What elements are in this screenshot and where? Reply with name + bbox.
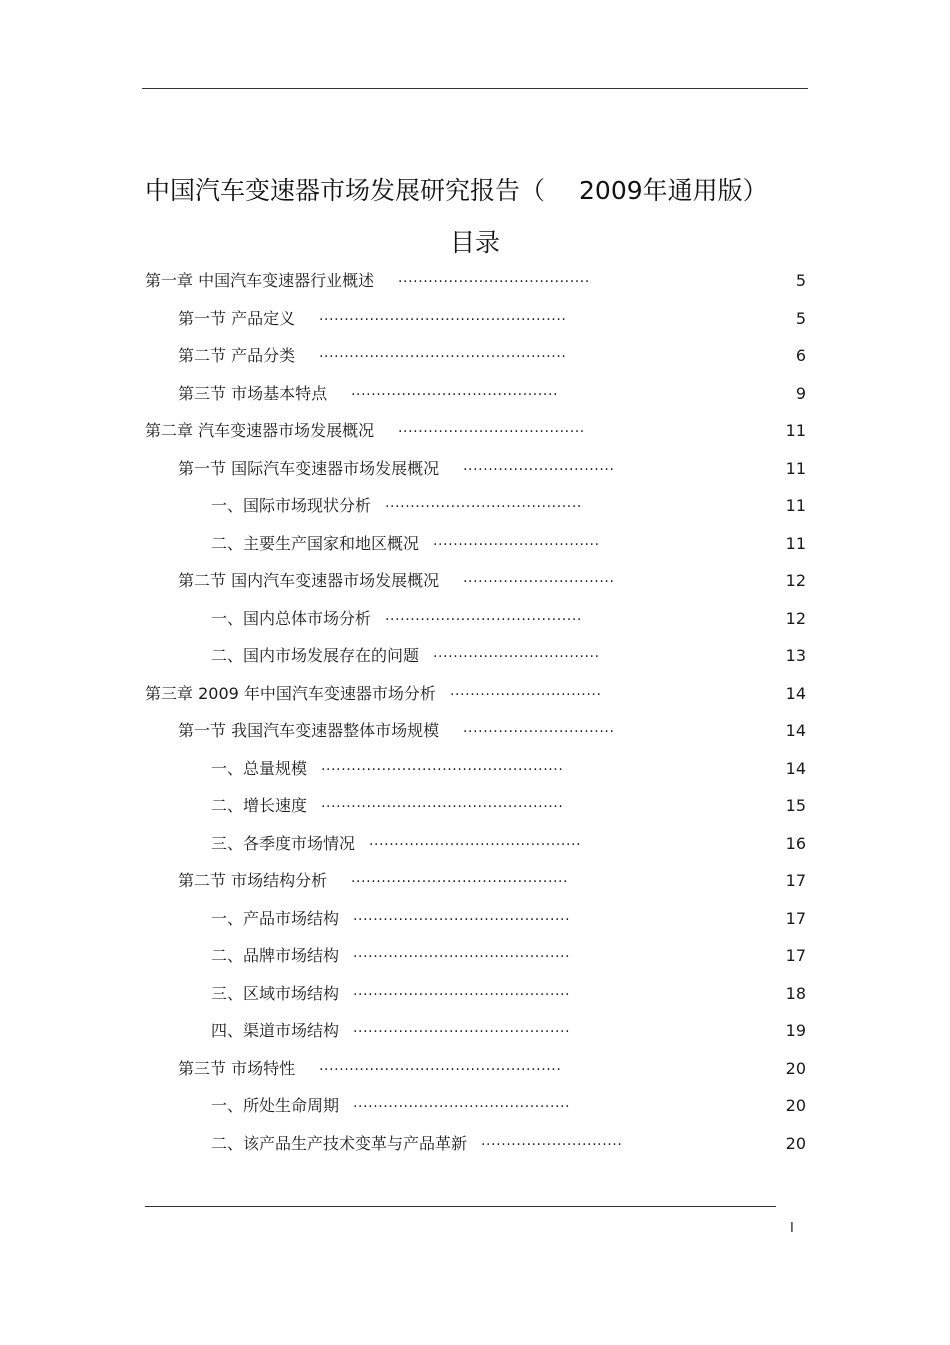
- header-rule: [142, 88, 808, 89]
- toc-entry-page: 12: [785, 571, 806, 590]
- toc-entry-page: 11: [785, 496, 806, 515]
- toc-entry-page: 14: [785, 683, 806, 703]
- page-number: I: [790, 1221, 794, 1236]
- toc-entry-label: 第二章 汽车变速器市场发展概况: [145, 421, 375, 440]
- toc-entry-leader: .......................................: [385, 495, 582, 511]
- toc-entry-page: 14: [785, 721, 806, 740]
- toc-entry-leader: ...........................................: [353, 907, 571, 924]
- toc-entry-page: 5: [795, 308, 806, 328]
- toc-entry-label: 第二节 产品分类: [178, 346, 296, 365]
- toc-entry-leader: ............................: [481, 1132, 623, 1149]
- toc-entry[interactable]: [0, 266, 950, 296]
- toc-entry-label: 第一节 国际汽车变速器市场发展概况: [178, 458, 440, 478]
- toc-entry-page: 5: [795, 271, 806, 290]
- toc-entry[interactable]: [0, 379, 950, 409]
- toc-entry-label: 第三节 市场基本特点: [178, 383, 328, 403]
- toc-entry-leader: .................................................: [319, 307, 567, 324]
- toc-entry[interactable]: [0, 454, 950, 484]
- toc-entry-label: 第一章 中国汽车变速器行业概述: [145, 271, 375, 290]
- toc-entry-leader: ..........................................: [369, 832, 582, 849]
- toc-entry-label: 三、区域市场结构: [211, 983, 340, 1003]
- toc-entry-leader: .......................................: [385, 607, 582, 624]
- title-year: 2009年通用版）: [579, 176, 768, 205]
- toc-entry-leader: ................................................: [321, 795, 564, 811]
- toc-entry[interactable]: [0, 829, 950, 859]
- toc-entry-page: 19: [785, 1021, 806, 1040]
- toc-entry-label: 二、品牌市场结构: [211, 946, 340, 965]
- toc-entry-page: 11: [785, 533, 806, 553]
- toc-entry-page: 15: [785, 796, 806, 815]
- toc-entry-label: 一、国内总体市场分析: [211, 608, 372, 628]
- toc-entry-leader: ..............................: [463, 457, 615, 474]
- toc-entry-page: 20: [785, 1096, 806, 1115]
- toc-entry-leader: ..............................: [463, 720, 615, 736]
- toc-entry[interactable]: [0, 716, 950, 746]
- toc-entry-leader: ...........................................: [353, 945, 571, 961]
- toc-entry-label: 二、主要生产国家和地区概况: [211, 533, 420, 553]
- toc-entry-leader: ..............................: [463, 570, 615, 586]
- toc-entry-page: 6: [795, 346, 806, 365]
- toc-entry-label: 三、各季度市场情况: [211, 833, 356, 853]
- toc-entry-leader: ...........................................: [353, 1020, 571, 1036]
- toc-entry[interactable]: [0, 491, 950, 521]
- toc-entry[interactable]: [0, 979, 950, 1009]
- toc-entry-leader: ...........................................: [351, 870, 569, 886]
- toc-entry[interactable]: [0, 679, 950, 709]
- toc-entry-page: 12: [785, 608, 806, 628]
- toc-entry-page: 18: [785, 983, 806, 1003]
- toc-entry-label: 一、总量规模: [211, 758, 308, 778]
- toc-entry[interactable]: [0, 904, 950, 934]
- toc-entry-label: 第三章 2009 年中国汽车变速器市场分析: [145, 683, 436, 703]
- footer-rule: [145, 1206, 776, 1207]
- toc-entry[interactable]: [0, 416, 950, 446]
- toc-heading: 目录: [449, 228, 500, 257]
- toc-entry[interactable]: [0, 566, 950, 596]
- toc-entry-page: 9: [795, 383, 806, 403]
- toc-entry[interactable]: [0, 1016, 950, 1046]
- toc-entry-label: 二、增长速度: [211, 796, 308, 815]
- toc-entry-label: 二、国内市场发展存在的问题: [211, 646, 420, 665]
- toc-entry-page: 13: [785, 646, 806, 665]
- toc-entry-page: 20: [785, 1058, 806, 1078]
- toc-entry-leader: .....................................: [398, 420, 585, 436]
- document-title: [145, 172, 805, 210]
- toc-entry[interactable]: [0, 604, 950, 634]
- toc-entry-leader: .................................: [433, 645, 600, 661]
- toc-entry-label: 一、国际市场现状分析: [211, 496, 372, 515]
- toc-entry[interactable]: [0, 866, 950, 896]
- toc-entry-leader: .................................: [433, 532, 600, 549]
- toc-entry[interactable]: [0, 641, 950, 671]
- toc-entry-label: 二、该产品生产技术变革与产品革新: [211, 1133, 468, 1153]
- toc-entry-page: 17: [785, 908, 806, 928]
- toc-entry-leader: ................................................: [321, 757, 564, 774]
- toc-entry-label: 第一节 产品定义: [178, 308, 296, 328]
- toc-entry[interactable]: [0, 754, 950, 784]
- toc-entry-label: 一、所处生命周期: [211, 1096, 340, 1115]
- toc-entry-leader: ................................................: [319, 1057, 562, 1074]
- toc-entry-leader: .................................................: [319, 345, 567, 361]
- toc-entry[interactable]: [0, 791, 950, 821]
- toc-entry-page: 11: [785, 458, 806, 478]
- title-main: 中国汽车变速器市场发展研究报告（: [145, 176, 546, 205]
- toc-entry-label: 第二节 市场结构分析: [178, 871, 328, 890]
- toc-entry-label: 第二节 国内汽车变速器市场发展概况: [178, 571, 440, 590]
- toc-entry[interactable]: [0, 304, 950, 334]
- toc-entry-page: 16: [785, 833, 806, 853]
- toc-entry-leader: ...........................................: [353, 982, 571, 999]
- toc-entry-label: 第一节 我国汽车变速器整体市场规模: [178, 721, 440, 740]
- toc-entry[interactable]: [0, 1054, 950, 1084]
- toc-entry[interactable]: [0, 1129, 950, 1159]
- toc-entry-page: 20: [785, 1133, 806, 1153]
- toc-entry[interactable]: [0, 1091, 950, 1121]
- toc-entry[interactable]: [0, 941, 950, 971]
- toc-entry-label: 第三节 市场特性: [178, 1058, 296, 1078]
- toc-entry-leader: ...........................................: [353, 1095, 571, 1111]
- toc-entry-leader: ..............................: [450, 682, 602, 699]
- toc-entry[interactable]: [0, 341, 950, 371]
- toc-entry-page: 17: [785, 946, 806, 965]
- toc-entry-page: 17: [785, 871, 806, 890]
- toc-entry-page: 14: [785, 758, 806, 778]
- toc-entry-leader: ......................................: [398, 270, 590, 286]
- toc-entry-page: 11: [785, 421, 806, 440]
- toc-entry-label: 四、渠道市场结构: [211, 1021, 340, 1040]
- toc-entry-leader: .........................................: [351, 382, 559, 399]
- toc-entry-label: 一、产品市场结构: [211, 908, 340, 928]
- toc-entry[interactable]: [0, 529, 950, 559]
